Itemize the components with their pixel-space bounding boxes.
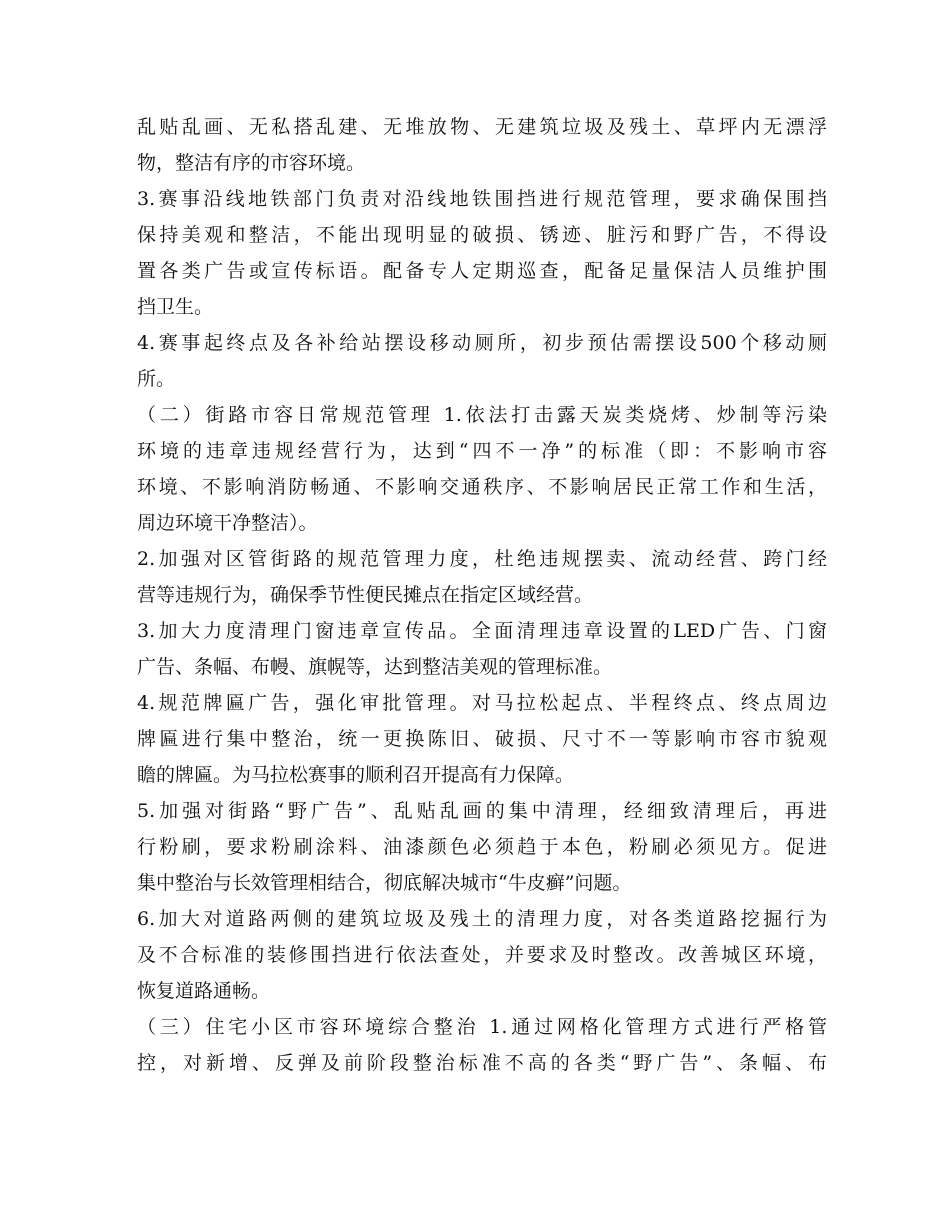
text-line: 环境、不影响消防畅通、不影响交通秩序、不影响居民正常工作和生活，	[137, 476, 827, 498]
text-line: 置各类广告或宣传标语。配备专人定期巡查，配备足量保洁人员维护围	[137, 260, 827, 282]
text-line: 所。	[137, 368, 176, 390]
text-line: 周边环境干净整洁）。	[137, 512, 318, 534]
text-line: 恢复道路通畅。	[137, 980, 271, 1002]
text-line: （三）住宅小区市容环境综合整治 1.通过网格化管理方式进行严格管	[137, 1016, 827, 1038]
text-line: 乱贴乱画、无私搭乱建、无堆放物、无建筑垃圾及残土、草坪内无漂浮	[137, 116, 827, 138]
text-line: 及不合标准的装修围挡进行依法查处，并要求及时整改。改善城区环境，	[137, 944, 827, 966]
text-line: 物，整洁有序的市容环境。	[137, 152, 366, 174]
text-line: 3.赛事沿线地铁部门负责对沿线地铁围挡进行规范管理，要求确保围挡	[137, 188, 827, 210]
text-line: 6.加大对道路两侧的建筑垃圾及残土的清理力度，对各类道路挖掘行为	[137, 908, 827, 930]
text-line: 3.加大力度清理门窗违章宣传品。全面清理违章设置的LED广告、门窗	[137, 620, 827, 642]
text-line: 控，对新增、反弹及前阶段整治标准不高的各类“野广告”、条幅、布	[137, 1052, 827, 1074]
text-line: 瞻的牌匾。为马拉松赛事的顺利召开提高有力保障。	[137, 764, 575, 786]
text-line: 行粉刷，要求粉刷涂料、油漆颜色必须趋于本色，粉刷必须见方。促进	[137, 836, 827, 858]
text-line: 2.加强对区管街路的规范管理力度，杜绝违规摆卖、流动经营、跨门经	[137, 548, 827, 570]
text-line: 4.赛事起终点及各补给站摆设移动厕所，初步预估需摆设500个移动厕	[137, 332, 827, 354]
text-line: 4.规范牌匾广告，强化审批管理。对马拉松起点、半程终点、终点周边	[137, 692, 827, 714]
document-body	[137, 109, 827, 1081]
text-line: 广告、条幅、布幔、旗幌等，达到整洁美观的管理标准。	[137, 656, 613, 678]
text-line: 挡卫生。	[137, 296, 214, 318]
text-line: 环境的违章违规经营行为，达到“四不一净”的标准（即：不影响市容	[137, 440, 827, 462]
text-line: 5.加强对街路“野广告”、乱贴乱画的集中清理，经细致清理后，再进	[137, 800, 827, 822]
text-line: 营等违规行为，确保季节性便民摊点在指定区域经营。	[137, 584, 594, 606]
text-line: 牌匾进行集中整治，统一更换陈旧、破损、尺寸不一等影响市容市貌观	[137, 728, 827, 750]
text-line: （二）街路市容日常规范管理 1.依法打击露天炭类烧烤、炒制等污染	[137, 404, 827, 426]
text-line: 集中整治与长效管理相结合，彻底解决城市“牛皮癣”问题。	[137, 872, 632, 894]
text-line: 保持美观和整洁，不能出现明显的破损、锈迹、脏污和野广告，不得设	[137, 224, 827, 246]
